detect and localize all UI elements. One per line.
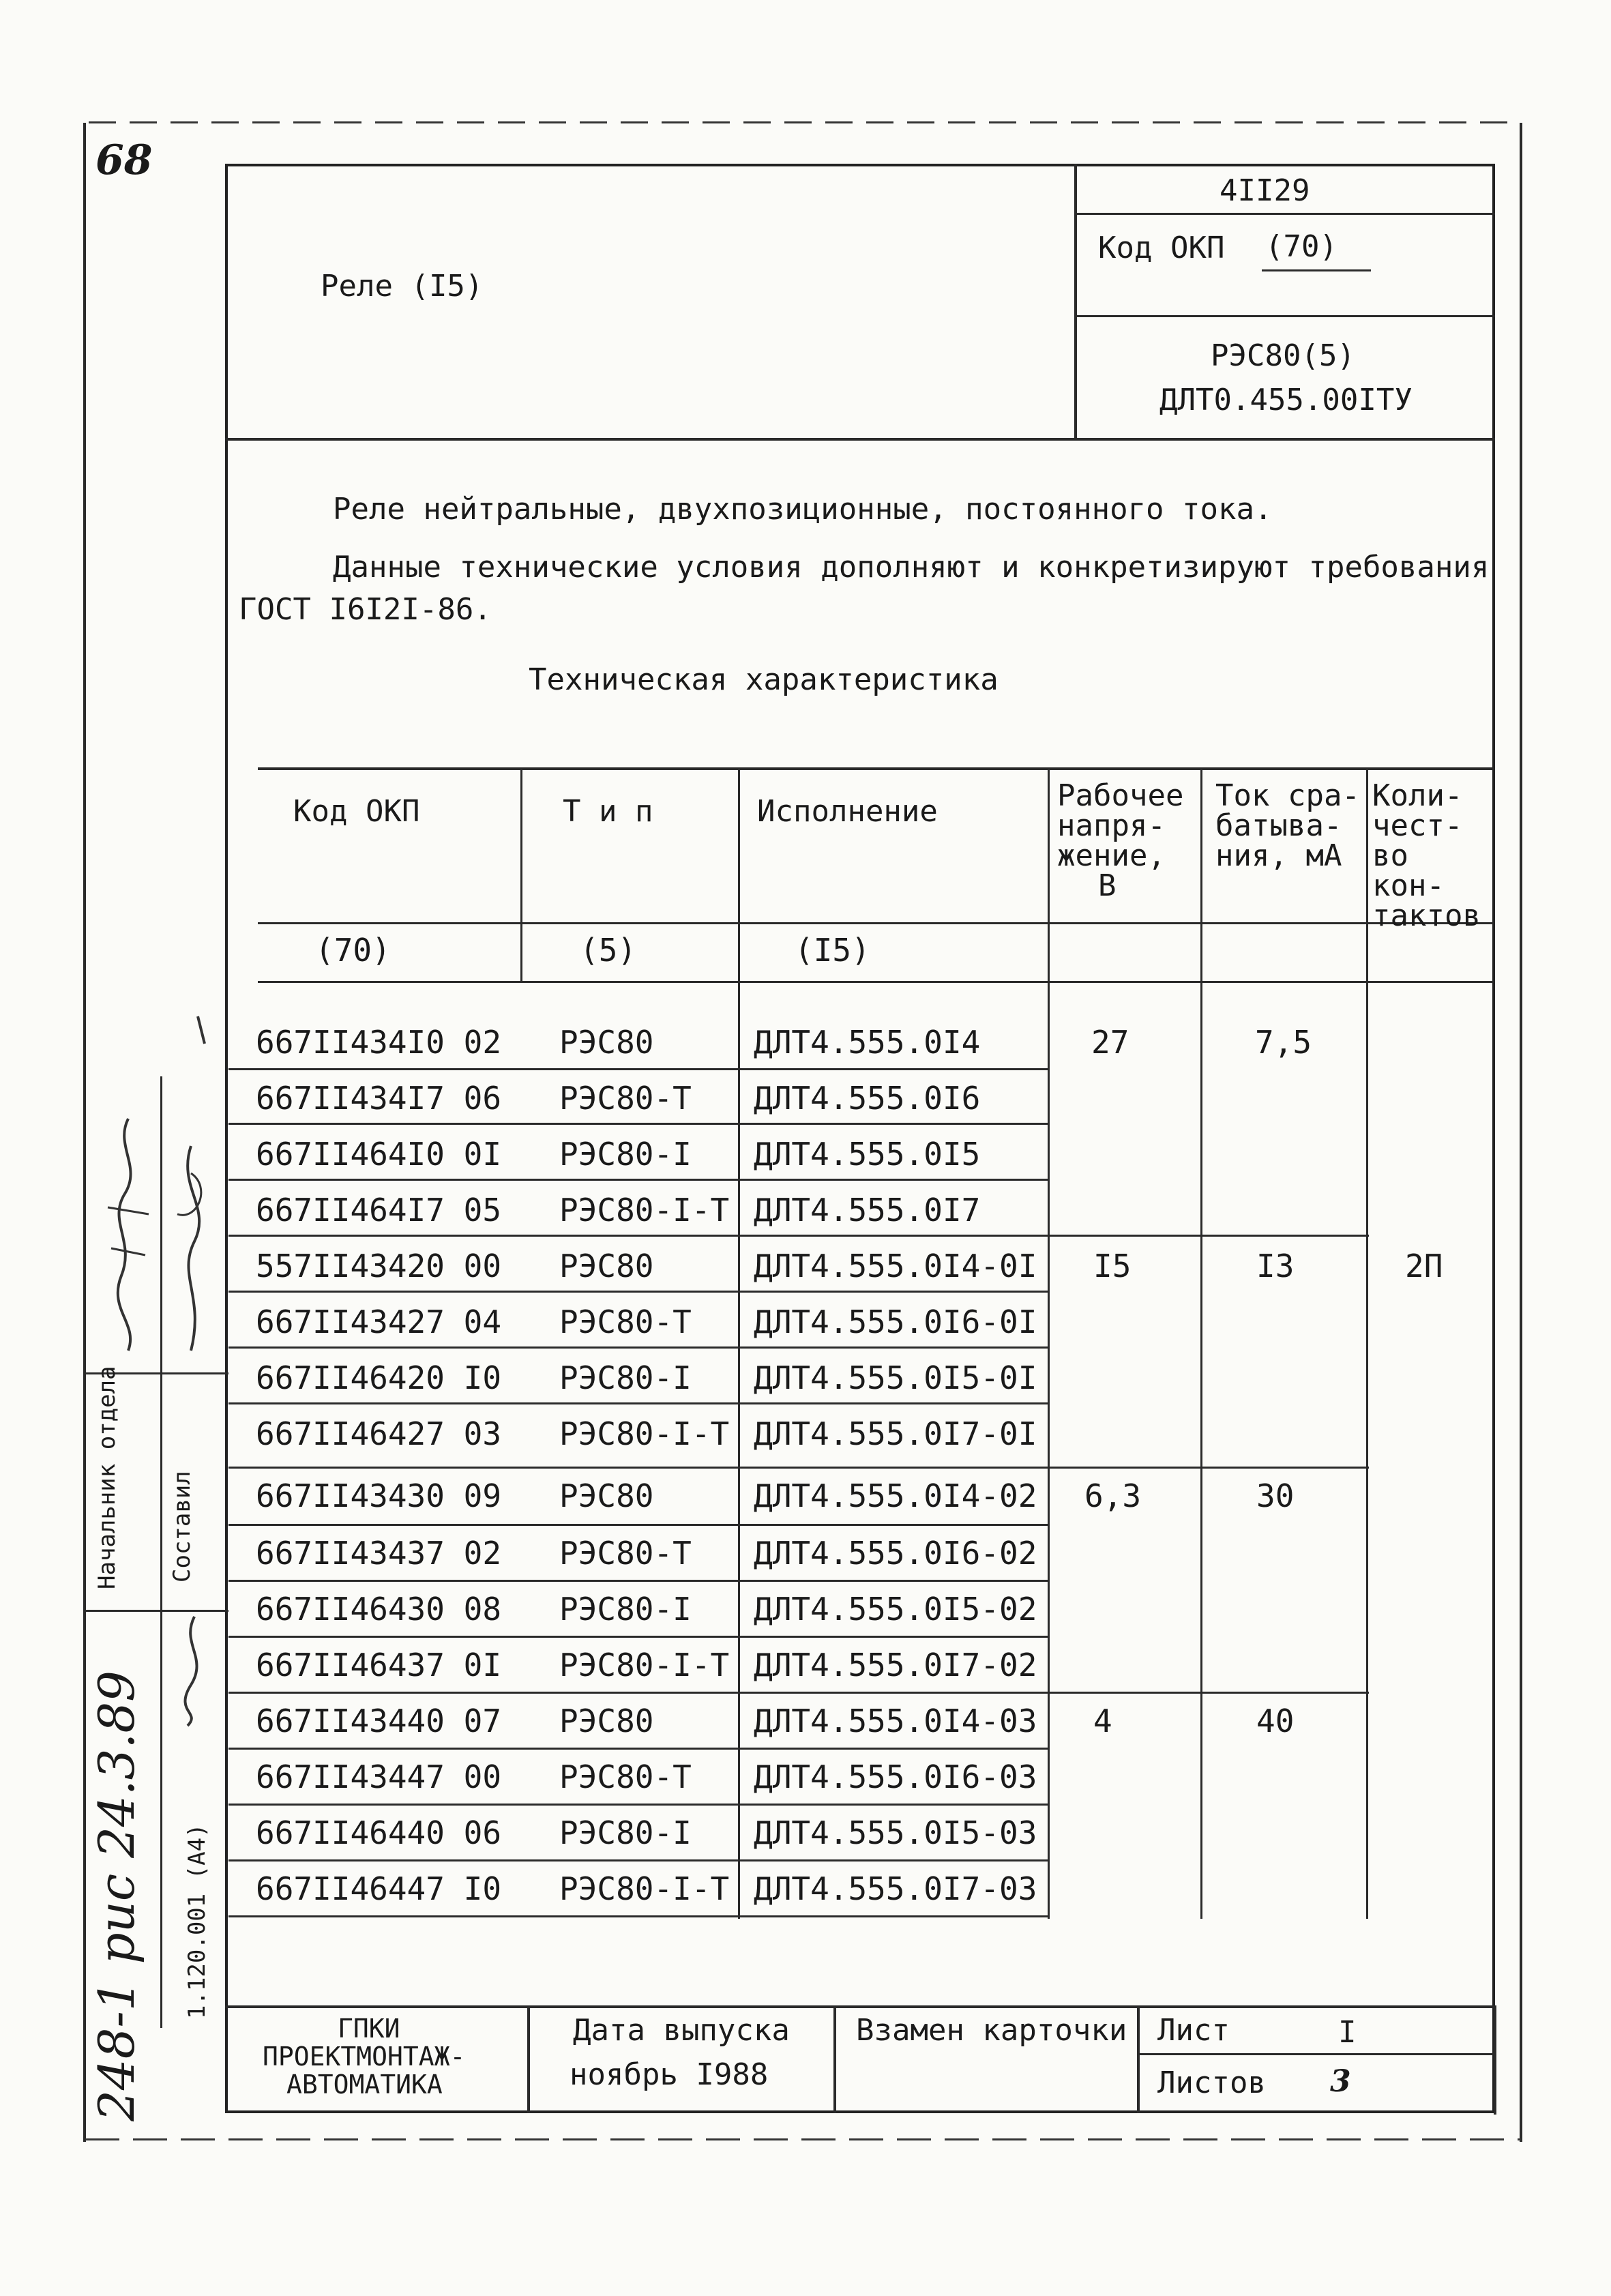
type-ref: РЭС80(5) bbox=[1211, 338, 1355, 373]
okp-value: (70) bbox=[1265, 229, 1337, 264]
signature-mark bbox=[87, 1105, 162, 1364]
sheet-value: I bbox=[1338, 2015, 1357, 2050]
section-title: Техническая характеристика bbox=[529, 662, 999, 697]
col-header-okp: Код ОКП bbox=[293, 794, 420, 829]
subheader-okp: (70) bbox=[315, 932, 391, 969]
col-header-execution: Исполнение bbox=[757, 794, 938, 829]
group-4-current: 40 bbox=[1256, 1703, 1295, 1739]
dept-head-label: Начальник отдела bbox=[93, 1366, 121, 1589]
doc-code: 1.120.001 (А4) bbox=[183, 1823, 211, 2019]
intro-line-2: Данные технические условия дополняют и конкретизируют требования bbox=[333, 550, 1490, 585]
subheader-type: (5) bbox=[580, 932, 637, 969]
outer-frame-top bbox=[89, 121, 1521, 123]
outer-frame-left bbox=[83, 123, 86, 2142]
col-header-contacts: Коли- чест- во кон- тактов bbox=[1372, 778, 1481, 933]
group-3-voltage: 6,3 bbox=[1084, 1477, 1142, 1514]
group-1-voltage: 27 bbox=[1091, 1024, 1129, 1061]
sheets-value: 3 bbox=[1330, 2064, 1351, 2099]
group-3-current: 30 bbox=[1256, 1477, 1295, 1514]
group-1-current: 7,5 bbox=[1255, 1024, 1312, 1061]
group-code: 4II29 bbox=[1220, 173, 1310, 208]
tu-ref: ДЛТ0.455.00IТУ bbox=[1159, 383, 1413, 417]
header-sub-line-1 bbox=[1076, 213, 1495, 215]
group-2-current: I3 bbox=[1256, 1248, 1295, 1284]
group-4-voltage: 4 bbox=[1093, 1703, 1112, 1739]
release-value: ноябрь I988 bbox=[570, 2057, 769, 2092]
col-header-current: Ток сра- батыва- ния, мА bbox=[1215, 778, 1360, 873]
compiled-label: Составил bbox=[168, 1471, 196, 1583]
subheader-execution: (I5) bbox=[795, 932, 870, 969]
sheets-label: Листов bbox=[1157, 2065, 1266, 2100]
col-header-type: Т и п bbox=[563, 794, 653, 829]
header-bottom-line bbox=[225, 438, 1495, 441]
signature-mark bbox=[164, 1010, 225, 1364]
signature-mark bbox=[167, 1610, 222, 1733]
intro-line-1: Реле нейтральные, двухпозиционные, постоянного тока. bbox=[333, 492, 1273, 527]
header-divider bbox=[1074, 164, 1077, 439]
col-header-voltage: Рабочее напря- жение, В bbox=[1057, 778, 1184, 903]
contacts-value: 2П bbox=[1405, 1248, 1443, 1284]
header-sub-line-2 bbox=[1076, 315, 1495, 317]
outer-frame-right bbox=[1520, 123, 1522, 2142]
org-line-3: АВТОМАТИКА bbox=[286, 2070, 443, 2100]
replace-label: Взамен карточки bbox=[856, 2013, 1127, 2048]
page-number: 68 bbox=[95, 136, 153, 184]
okp-label: Код ОКП bbox=[1098, 231, 1225, 265]
org-line-2: ПРОЕКТМОНТАЖ- bbox=[263, 2042, 466, 2072]
intro-line-3: ГОСТ I6I2I-86. bbox=[239, 592, 492, 627]
org-line-1: ГПКИ bbox=[338, 2014, 400, 2044]
group-2-voltage: I5 bbox=[1093, 1248, 1132, 1284]
handwritten-code: 248-1 рис 24.3.89 bbox=[88, 1671, 145, 2121]
sheet-label: Лист bbox=[1157, 2013, 1230, 2048]
card-title: Реле (I5) bbox=[321, 269, 484, 304]
release-label: Дата выпуска bbox=[573, 2013, 790, 2048]
okp-underline bbox=[1262, 269, 1371, 271]
outer-frame-bottom bbox=[85, 2138, 1521, 2140]
